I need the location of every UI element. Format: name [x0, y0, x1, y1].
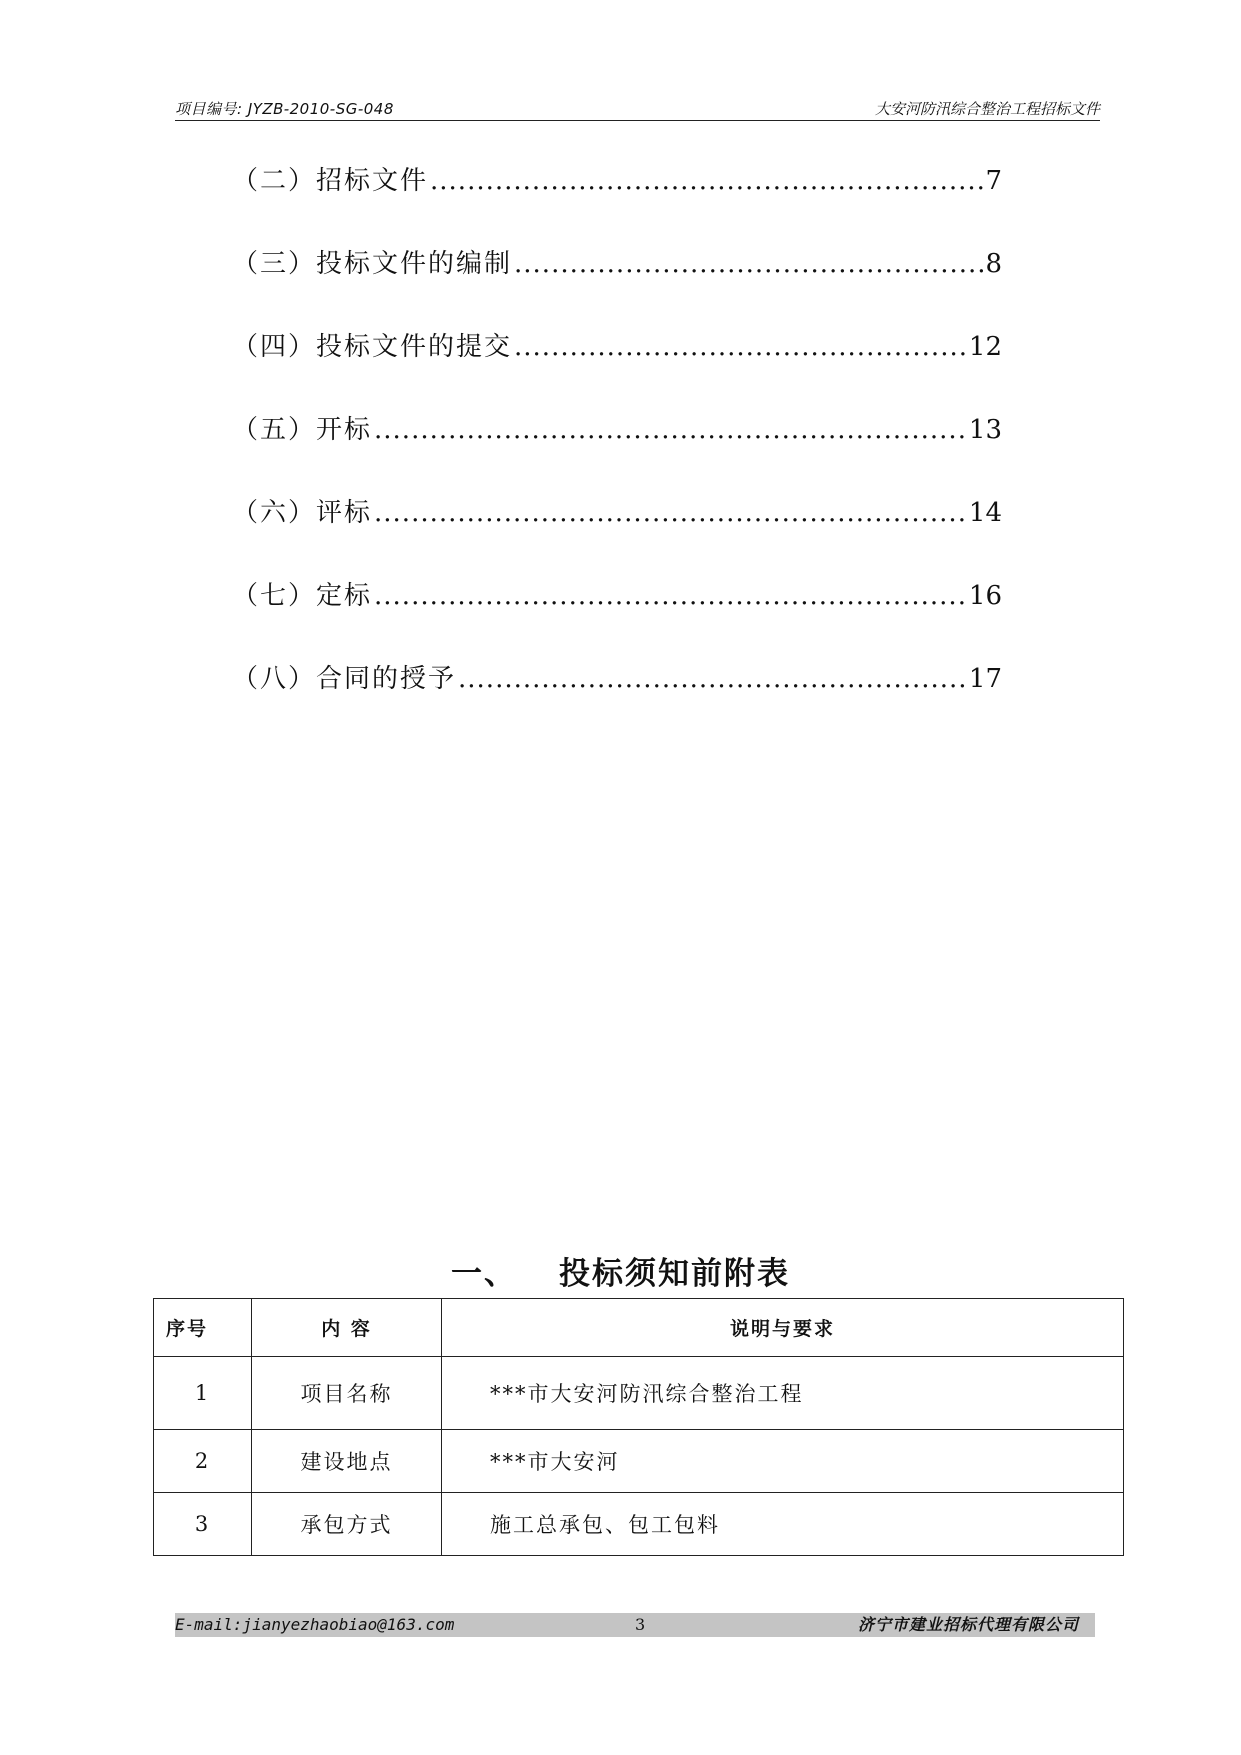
toc-entry[interactable] [232, 160, 1002, 243]
row-item: 项目名称 [252, 1357, 442, 1430]
page-footer [175, 1613, 1095, 1637]
toc-entry-label: （四）投标文件的提交 [232, 332, 513, 362]
column-header-content: 内 容 [252, 1299, 442, 1357]
table-row [154, 1493, 1124, 1556]
project-number: 项目编号: JYZB-2010-SG-048 [175, 100, 394, 118]
toc-entry[interactable] [232, 243, 1002, 326]
toc-dot-leader [458, 664, 967, 694]
toc-entry[interactable] [232, 326, 1002, 409]
toc-entry-label: （八）合同的授予 [232, 664, 457, 694]
footer-email[interactable]: E-mail:jianyezhaobiao@163.com [175, 1615, 455, 1634]
page-header [175, 98, 1100, 121]
toc-entry-page: 16 [968, 581, 1002, 611]
toc-entry-label: （三）投标文件的编制 [232, 249, 513, 279]
toc-dot-leader [374, 498, 967, 528]
column-header-description: 说明与要求 [442, 1299, 1124, 1357]
toc-entry-label: （七）定标 [232, 581, 373, 611]
row-description: ***市大安河防汛综合整治工程 [442, 1357, 1124, 1430]
toc-dot-leader [430, 166, 983, 196]
toc-entry[interactable] [232, 492, 1002, 575]
toc-entry-label: （六）评标 [232, 498, 373, 528]
table-of-contents [232, 160, 1002, 741]
toc-entry[interactable] [232, 409, 1002, 492]
document-title: 大安河防汛综合整治工程招标文件 [874, 100, 1100, 118]
table-row [154, 1357, 1124, 1430]
row-item: 建设地点 [252, 1430, 442, 1493]
toc-entry-page: 17 [968, 664, 1002, 694]
toc-dot-leader [514, 332, 967, 362]
toc-entry-page: 13 [968, 415, 1002, 445]
footer-company: 济宁市建业招标代理有限公司 [857, 1615, 1079, 1634]
bidding-requirements-table [153, 1298, 1124, 1556]
toc-entry-page: 14 [968, 498, 1002, 528]
toc-entry[interactable] [232, 575, 1002, 658]
toc-entry[interactable] [232, 658, 1002, 741]
row-index: 3 [154, 1493, 252, 1556]
toc-dot-leader [514, 249, 983, 279]
toc-entry-page: 12 [968, 332, 1002, 362]
section-number: 一、 [451, 1256, 517, 1292]
row-description: 施工总承包、包工包料 [442, 1493, 1124, 1556]
toc-entry-page: 8 [985, 249, 1002, 279]
row-description: ***市大安河 [442, 1430, 1124, 1493]
toc-dot-leader [374, 581, 967, 611]
row-index: 2 [154, 1430, 252, 1493]
row-index: 1 [154, 1357, 252, 1430]
table-row [154, 1430, 1124, 1493]
toc-entry-label: （五）开标 [232, 415, 373, 445]
section-title-text: 投标须知前附表 [559, 1256, 790, 1292]
toc-entry-page: 7 [985, 166, 1002, 196]
toc-dot-leader [374, 415, 967, 445]
footer-page-number: 3 [635, 1615, 646, 1634]
row-item: 承包方式 [252, 1493, 442, 1556]
table-header-row [154, 1299, 1124, 1357]
section-heading [0, 1248, 1241, 1293]
toc-entry-label: （二）招标文件 [232, 166, 429, 196]
column-header-index: 序号 [154, 1299, 252, 1357]
